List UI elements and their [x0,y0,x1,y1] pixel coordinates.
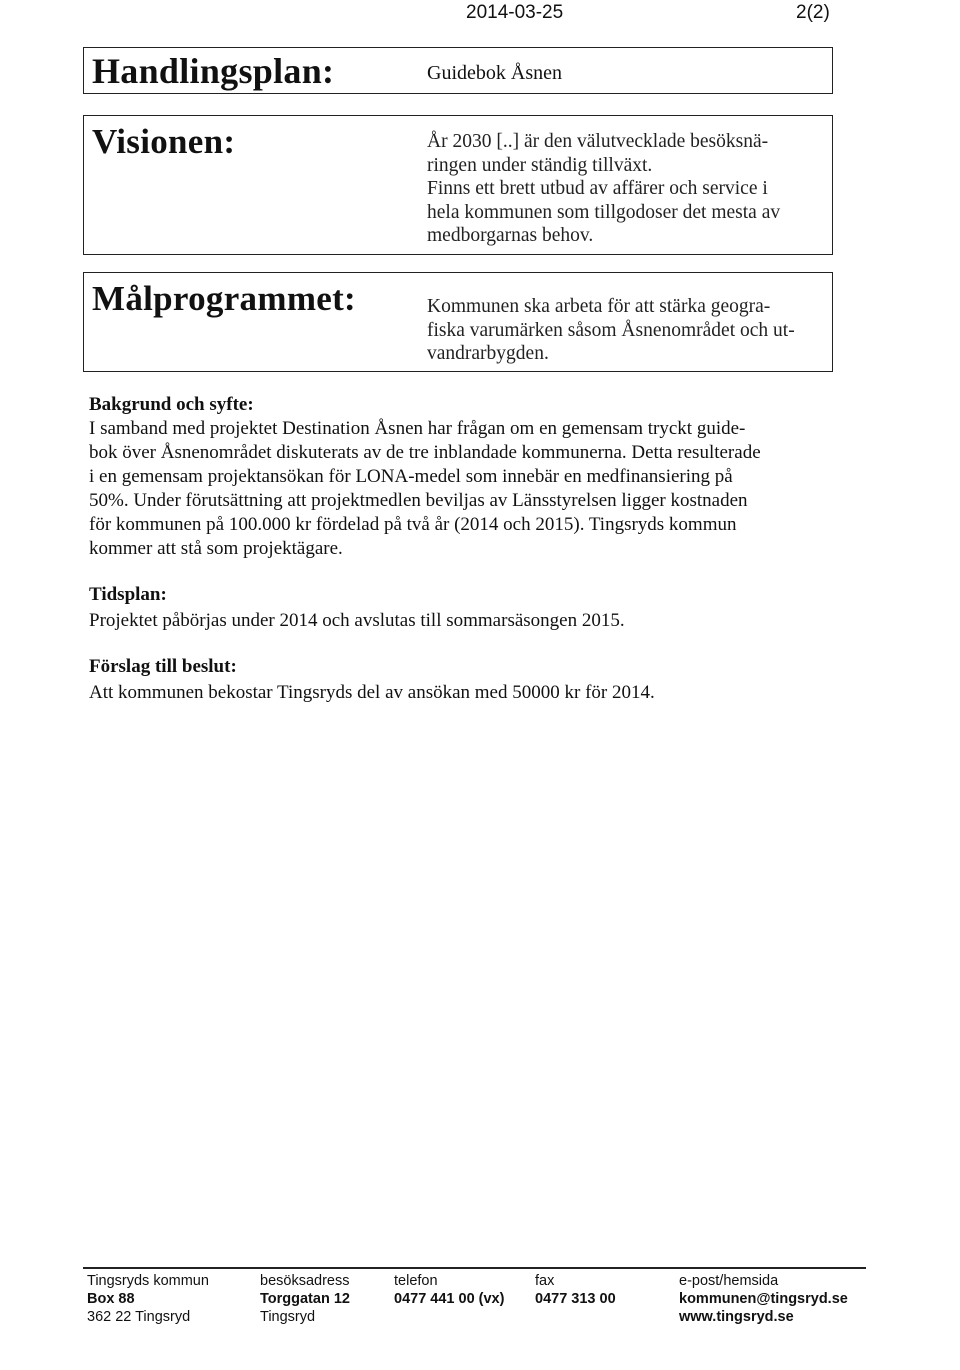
footer-web [679,1272,848,1326]
goal-title: Målprogrammet: [92,279,357,318]
footer-org-name: Tingsryds kommun [87,1273,209,1289]
footer-visit [260,1272,350,1326]
goal-line: fiska varumärken såsom Åsnenområdet och ut- [427,319,795,341]
plan-box [83,47,833,94]
footer-org [87,1272,209,1326]
footer-org-box: Box 88 [87,1291,135,1307]
vision-line: hela kommunen som tillgodoser det mesta av [427,201,781,223]
schedule-section [89,583,829,633]
proposal-section [89,655,829,705]
background-heading: Bakgrund och syfte: [89,394,254,415]
vision-box [83,115,833,255]
vision-title: Visionen: [92,122,236,161]
footer-web-label: e-post/hemsida [679,1273,779,1289]
background-section [89,393,829,561]
vision-line: År 2030 [..] är den välutvecklade besöksnä- [427,131,769,152]
plan-value: Guidebok Åsnen [427,62,562,84]
vision-text [427,130,827,248]
footer-fax-label: fax [535,1273,555,1289]
schedule-text: Projektet påbörjas under 2014 och avslutas till sommarsäsongen 2015. [89,610,625,631]
goal-line: Kommunen ska arbeta för att stärka geogra- [427,296,771,317]
background-line: I samband med projektet Destination Åsnen har frågan om en gemensam tryckt guide- [89,418,746,439]
footer-visit-label: besöksadress [260,1273,350,1289]
proposal-heading: Förslag till beslut: [89,656,237,677]
schedule-heading: Tidsplan: [89,584,167,605]
footer-visit-street: Torggatan 12 [260,1291,350,1307]
footer-website-link[interactable]: www.tingsryd.se [679,1309,794,1325]
footer-fax [535,1272,616,1308]
vision-line: Finns ett brett utbud av affärer och service i [427,178,768,199]
plan-title: Handlingsplan: [92,51,335,91]
footer-email-link[interactable]: kommunen@tingsryd.se [679,1291,848,1307]
goal-line: vandrarbygden. [427,343,549,364]
goal-text [427,295,827,366]
vision-line: medborgarnas behov. [427,225,594,246]
vision-line: ringen under ständig tillväxt. [427,154,653,176]
goal-box [83,272,833,372]
footer-org-postal: 362 22 Tingsryd [87,1309,191,1325]
background-line: för kommunen på 100.000 kr fördelad på två år (2014 och 2015). Tingsryds kommun [89,514,737,535]
page-number: 2(2) [796,2,830,23]
footer-phone-number: 0477 441 00 (vx) [394,1291,505,1307]
footer-visit-city: Tingsryd [260,1309,316,1325]
footer-phone [394,1272,504,1308]
background-line: bok över Åsnenområdet diskuterats av de tre inblandade kommunerna. Detta resulterade [89,442,761,463]
document-date: 2014-03-25 [466,2,564,23]
background-line: 50%. Under förutsättning att projektmedlen beviljas av Länsstyrelsen ligger kostnaden [89,490,748,511]
background-line: kommer att stå som projektägare. [89,538,343,559]
footer-divider [83,1267,866,1269]
proposal-text: Att kommunen bekostar Tingsryds del av ansökan med 50000 kr för 2014. [89,682,655,703]
footer-fax-number: 0477 313 00 [535,1291,616,1307]
footer-phone-label: telefon [394,1273,438,1289]
background-line: i en gemensam projektansökan för LONA-medel som innebär en medfinansiering på [89,466,733,487]
